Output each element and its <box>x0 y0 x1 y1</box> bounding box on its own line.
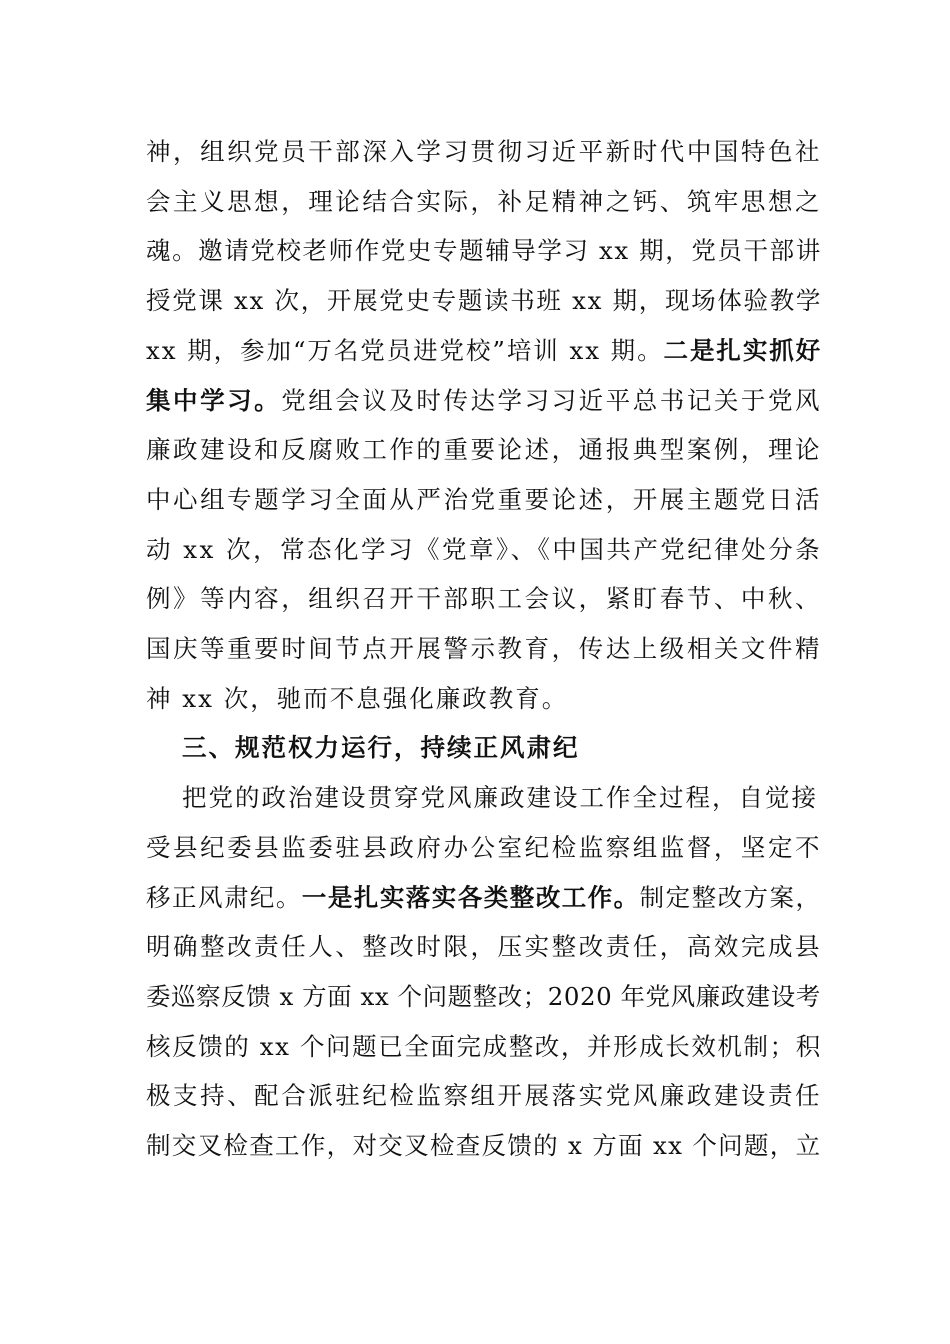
text-segment: 中心组专题学习全面从严治党重要论述，开展主题党日活 <box>146 484 823 514</box>
text-segment: 神，组织党员干部深入学习贯彻习近平新时代中国特色社 <box>146 137 823 166</box>
text-segment: 动 xx 次，常态化学习《党章》、《中国共产党纪律处分条 <box>146 534 823 564</box>
paragraph-line <box>146 475 822 525</box>
text-segment: 核反馈的 xx 个问题已全面完成整改，并形成长效机制；积 <box>146 1031 822 1061</box>
text-segment: 授党课 xx 次，开展党史专题读书班 xx 期，现场体验教学 <box>146 286 823 316</box>
text-segment: 移正风肃纪。 <box>146 882 302 912</box>
text-segment: 国庆等重要时间节点开展警示教育，传达上级相关文件精 <box>146 634 823 663</box>
paragraph-line <box>146 624 822 674</box>
text-segment: 魂。邀请党校老师作党史专题辅导学习 xx 期，党员干部讲 <box>146 236 822 266</box>
paragraph-line <box>146 674 568 724</box>
text-segment: 明确整改责任人、整改时限，压实整改责任，高效完成县 <box>146 932 823 962</box>
paragraph-line <box>146 276 822 326</box>
text-segment: 神 xx 次，驰而不息强化廉政教育。 <box>146 683 569 713</box>
paragraph-line <box>146 376 822 426</box>
paragraph-line <box>146 922 822 972</box>
bold-text-segment: 一是扎实落实各类整改工作。 <box>301 882 640 912</box>
text-segment: 廉政建设和反腐败工作的重要论述，通报典型案例，理论 <box>146 435 823 465</box>
paragraph-line <box>146 226 822 276</box>
paragraph-line <box>146 1121 822 1171</box>
paragraph-line <box>146 1022 822 1072</box>
paragraph-line <box>146 425 822 475</box>
text-segment: 把党的政治建设贯穿党风廉政建设工作全过程，自觉接 <box>182 783 818 813</box>
section-heading <box>182 723 580 773</box>
paragraph-line <box>146 574 822 624</box>
text-segment: 受县纪委县监委驻县政府办公室纪检监察组监督，坚定不 <box>146 832 823 862</box>
text-segment: 制定整改方案， <box>639 882 822 912</box>
text-segment: xx 期，参加“万名党员进党校”培训 xx 期。 <box>146 335 664 365</box>
paragraph-line <box>146 127 822 177</box>
text-segment: 党组会议及时传达学习习近平总书记关于党风 <box>281 385 823 415</box>
bold-text-segment: 二是扎实抓好 <box>663 335 823 365</box>
text-segment: 会主义思想，理论结合实际，补足精神之钙、筑牢思想之 <box>146 186 823 216</box>
paragraph-line <box>146 873 822 923</box>
paragraph-line <box>146 972 822 1022</box>
paragraph-line <box>146 525 822 575</box>
bold-text-segment: 集中学习。 <box>146 385 282 415</box>
paragraph-line <box>146 326 822 376</box>
paragraph-line <box>182 773 818 823</box>
bold-text-segment: 三、规范权力运行，持续正风肃纪 <box>182 733 580 763</box>
paragraph-line <box>146 1071 822 1121</box>
text-segment: 极支持、配合派驻纪检监察组开展落实党风廉政建设责任 <box>146 1081 823 1111</box>
text-segment: 委巡察反馈 x 方面 xx 个问题整改；2020 年党风廉政建设考 <box>146 981 821 1011</box>
text-segment: 例》等内容，组织召开干部职工会议，紧盯春节、中秋、 <box>146 584 823 614</box>
paragraph-line <box>146 823 822 873</box>
text-segment: 制交叉检查工作，对交叉检查反馈的 x 方面 xx 个问题，立 <box>146 1131 822 1160</box>
paragraph-line <box>146 177 822 227</box>
